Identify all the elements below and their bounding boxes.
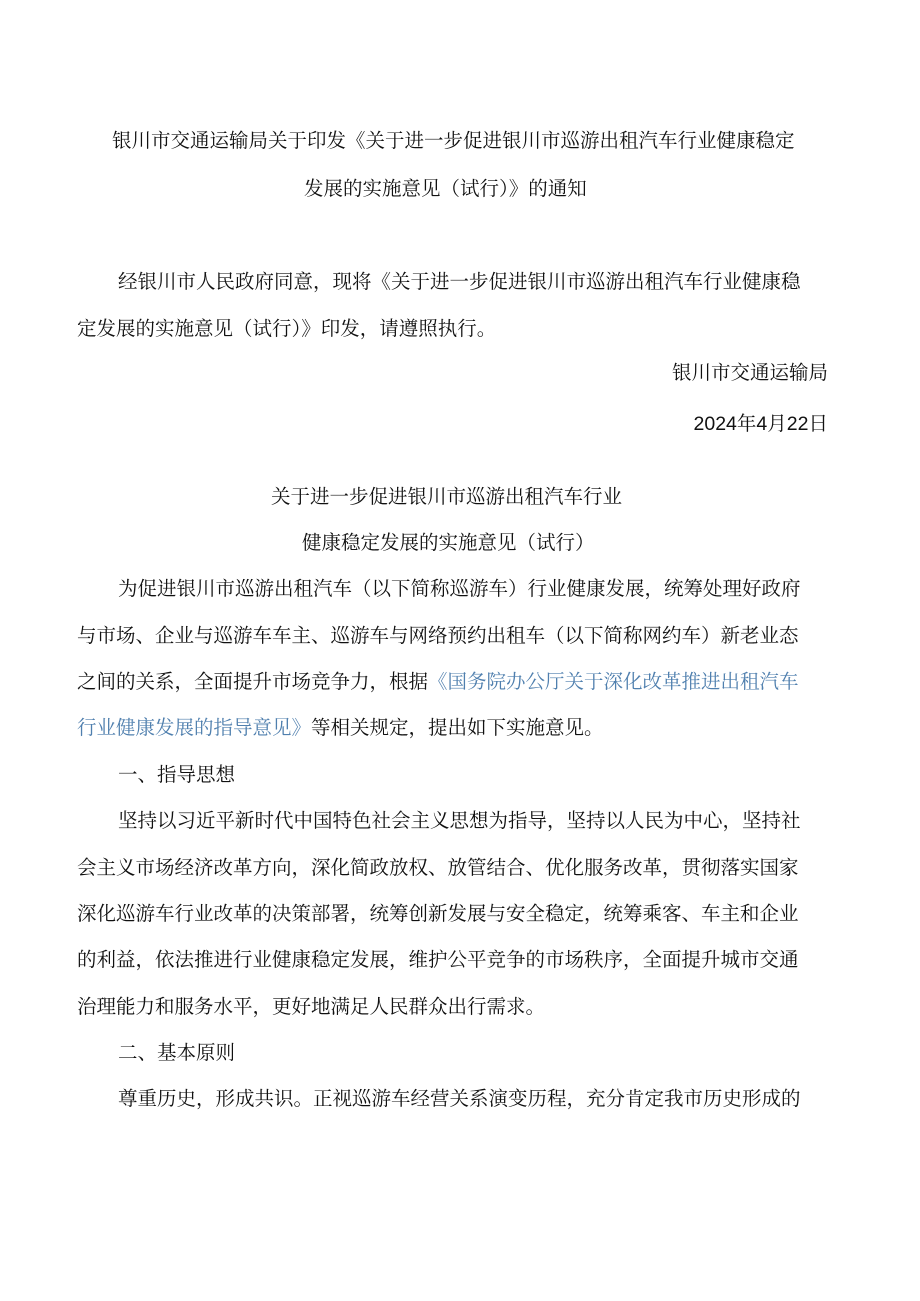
opinion-title-line-2: 健康稳定发展的实施意见（试行）: [302, 531, 595, 554]
section-2-line-1: 尊重历史，形成共识。正视巡游车经营关系演变历程，充分肯定我市历史形成的: [118, 1087, 801, 1110]
referenced-document-link-continued[interactable]: 行业健康发展的指导意见》: [77, 716, 312, 739]
intro-line-3: [77, 670, 799, 694]
section-1-heading: 一、指导思想: [118, 763, 236, 786]
issue-date-day-unit: 日: [808, 412, 828, 435]
issue-date-month: 4: [756, 413, 768, 435]
intro-line-4-text: 等相关规定，提出如下实施意见。: [311, 716, 604, 739]
intro-line-3-text: 之间的关系，全面提升市场竞争力，根据: [77, 670, 429, 693]
intro-line-4: [77, 716, 604, 740]
issue-date-day: 22: [786, 413, 809, 435]
notice-body-line-1: 经银川市人民政府同意，现将《关于进一步促进银川市巡游出租汽车行业健康稳: [118, 270, 801, 293]
issue-date: [694, 412, 829, 436]
section-1-line-3: 深化巡游车行业改革的决策部署，统筹创新发展与安全稳定，统筹乘客、车主和企业: [77, 902, 799, 925]
issuer-signature: 银川市交通运输局: [671, 361, 828, 384]
issue-date-year-unit: 年: [736, 412, 757, 435]
section-1-line-1: 坚持以习近平新时代中国特色社会主义思想为指导，坚持以人民为中心，坚持社: [118, 809, 801, 832]
intro-line-1: 为促进银川市巡游出租汽车（以下简称巡游车）行业健康发展，统筹处理好政府: [118, 577, 801, 600]
issue-date-year: 2024: [693, 413, 737, 435]
section-1-line-4: 的利益，依法推进行业健康稳定发展，维护公平竞争的市场秩序，全面提升城市交通: [77, 948, 799, 971]
referenced-document-link[interactable]: 《国务院办公厅关于深化改革推进出租汽车: [428, 670, 799, 693]
section-2-heading: 二、基本原则: [118, 1041, 236, 1064]
opinion-title-line-1: 关于进一步促进银川市巡游出租汽车行业: [271, 485, 623, 508]
section-1-line-5: 治理能力和服务水平，更好地满足人民群众出行需求。: [77, 995, 546, 1018]
notice-body-line-2: 定发展的实施意见（试行）》印发，请遵照执行。: [77, 317, 497, 340]
intro-line-2: 与市场、企业与巡游车车主、巡游车与网络预约出租车（以下简称网约车）新老业态: [77, 624, 799, 647]
notice-title-line-1: 银川市交通运输局关于印发《关于进一步促进银川市巡游出租汽车行业健康稳定: [112, 129, 795, 152]
issue-date-month-unit: 月: [767, 412, 787, 435]
section-1-line-2: 会主义市场经济改革方向，深化简政放权、放管结合、优化服务改革，贯彻落实国家: [77, 856, 799, 879]
notice-title-line-2: 发展的实施意见（试行）》的通知: [304, 177, 587, 200]
